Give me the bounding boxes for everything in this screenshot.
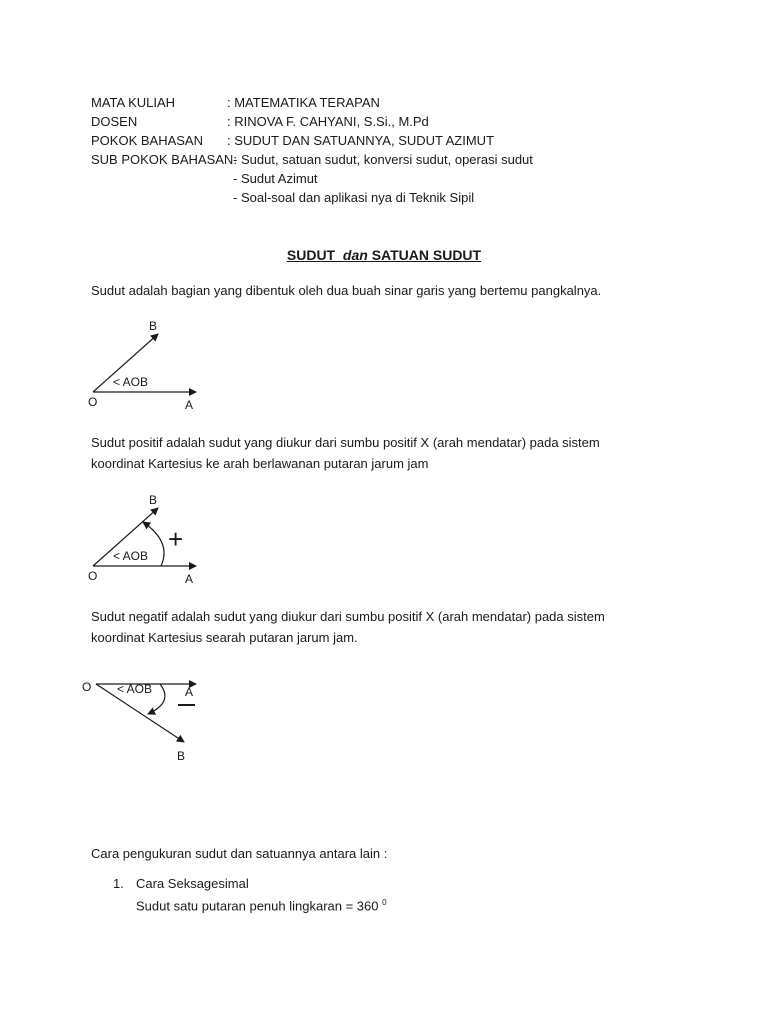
negative-line-1: Sudut negatif adalah sudut yang diukur dari sumbu positif X (arah mendatar) pada sistem [91,609,605,624]
angle-diagram-negative [76,672,216,768]
positive-line-2: koordinat Kartesius ke arah berlawanan putaran jarum jam [91,456,429,471]
negative-angle-paragraph [91,606,691,648]
positive-angle-paragraph [91,432,691,474]
header-value-course: : MATEMATIKA TERAPAN [227,95,380,110]
point-a-label: A [185,398,194,412]
list-item-number: 1. [113,876,124,891]
header-value-subtopic-3: - Soal-soal dan aplikasi nya di Teknik Sipil [233,190,475,205]
title-part-2: dan [342,247,368,263]
header-key-subtopic: SUB POKOK BAHASAN: [91,152,237,167]
angle-label: < AOB [113,549,149,563]
header-value-subtopic-2: - Sudut Azimut [233,171,318,186]
list-item-title: Cara Seksagesimal [136,876,249,891]
point-a-label: A [185,685,194,699]
point-o-label: O [88,395,98,409]
angle-diagram-positive [80,486,210,590]
header-value-subtopic-1: - Sudut, satuan sudut, konversi sudut, operasi sudut [233,152,533,167]
header-value-topic: : SUDUT DAN SATUANNYA, SUDUT AZIMUT [227,133,495,148]
section-title [0,247,768,263]
plus-sign: + [168,524,184,554]
measurement-intro: Cara pengukuran sudut dan satuannya antara lain : [91,846,388,861]
negative-line-2: koordinat Kartesius searah putaran jarum jam. [91,630,358,645]
point-b-label: B [177,749,186,763]
list-item-body: Sudut satu putaran penuh lingkaran = 360 [136,898,383,914]
angle-label: < AOB [117,682,153,696]
point-b-label: B [149,493,158,507]
degree-superscript: 0 [382,898,387,907]
point-o-label: O [88,569,98,583]
header-key-lecturer: DOSEN [91,114,138,129]
point-o-label: O [82,680,92,694]
title-part-1: SUDUT [286,247,336,263]
header-key-topic: POKOK BAHASAN [91,133,203,148]
header-key-course: MATA KULIAH [91,95,176,110]
positive-line-1: Sudut positif adalah sudut yang diukur dari sumbu positif X (arah mendatar) pada sistem [91,435,600,450]
angle-diagram-basic [80,312,220,416]
title-part-3: SATUAN SUDUT [371,247,482,263]
angle-label: < AOB [113,375,149,389]
definition-paragraph: Sudut adalah bagian yang dibentuk oleh dua buah sinar garis yang bertemu pangkalnya. [91,283,602,298]
point-b-label: B [149,319,158,333]
list-item-text [136,895,387,914]
header-value-lecturer: : RINOVA F. CAHYANI, S.Si., M.Pd [227,114,429,129]
point-a-label: A [185,572,194,586]
